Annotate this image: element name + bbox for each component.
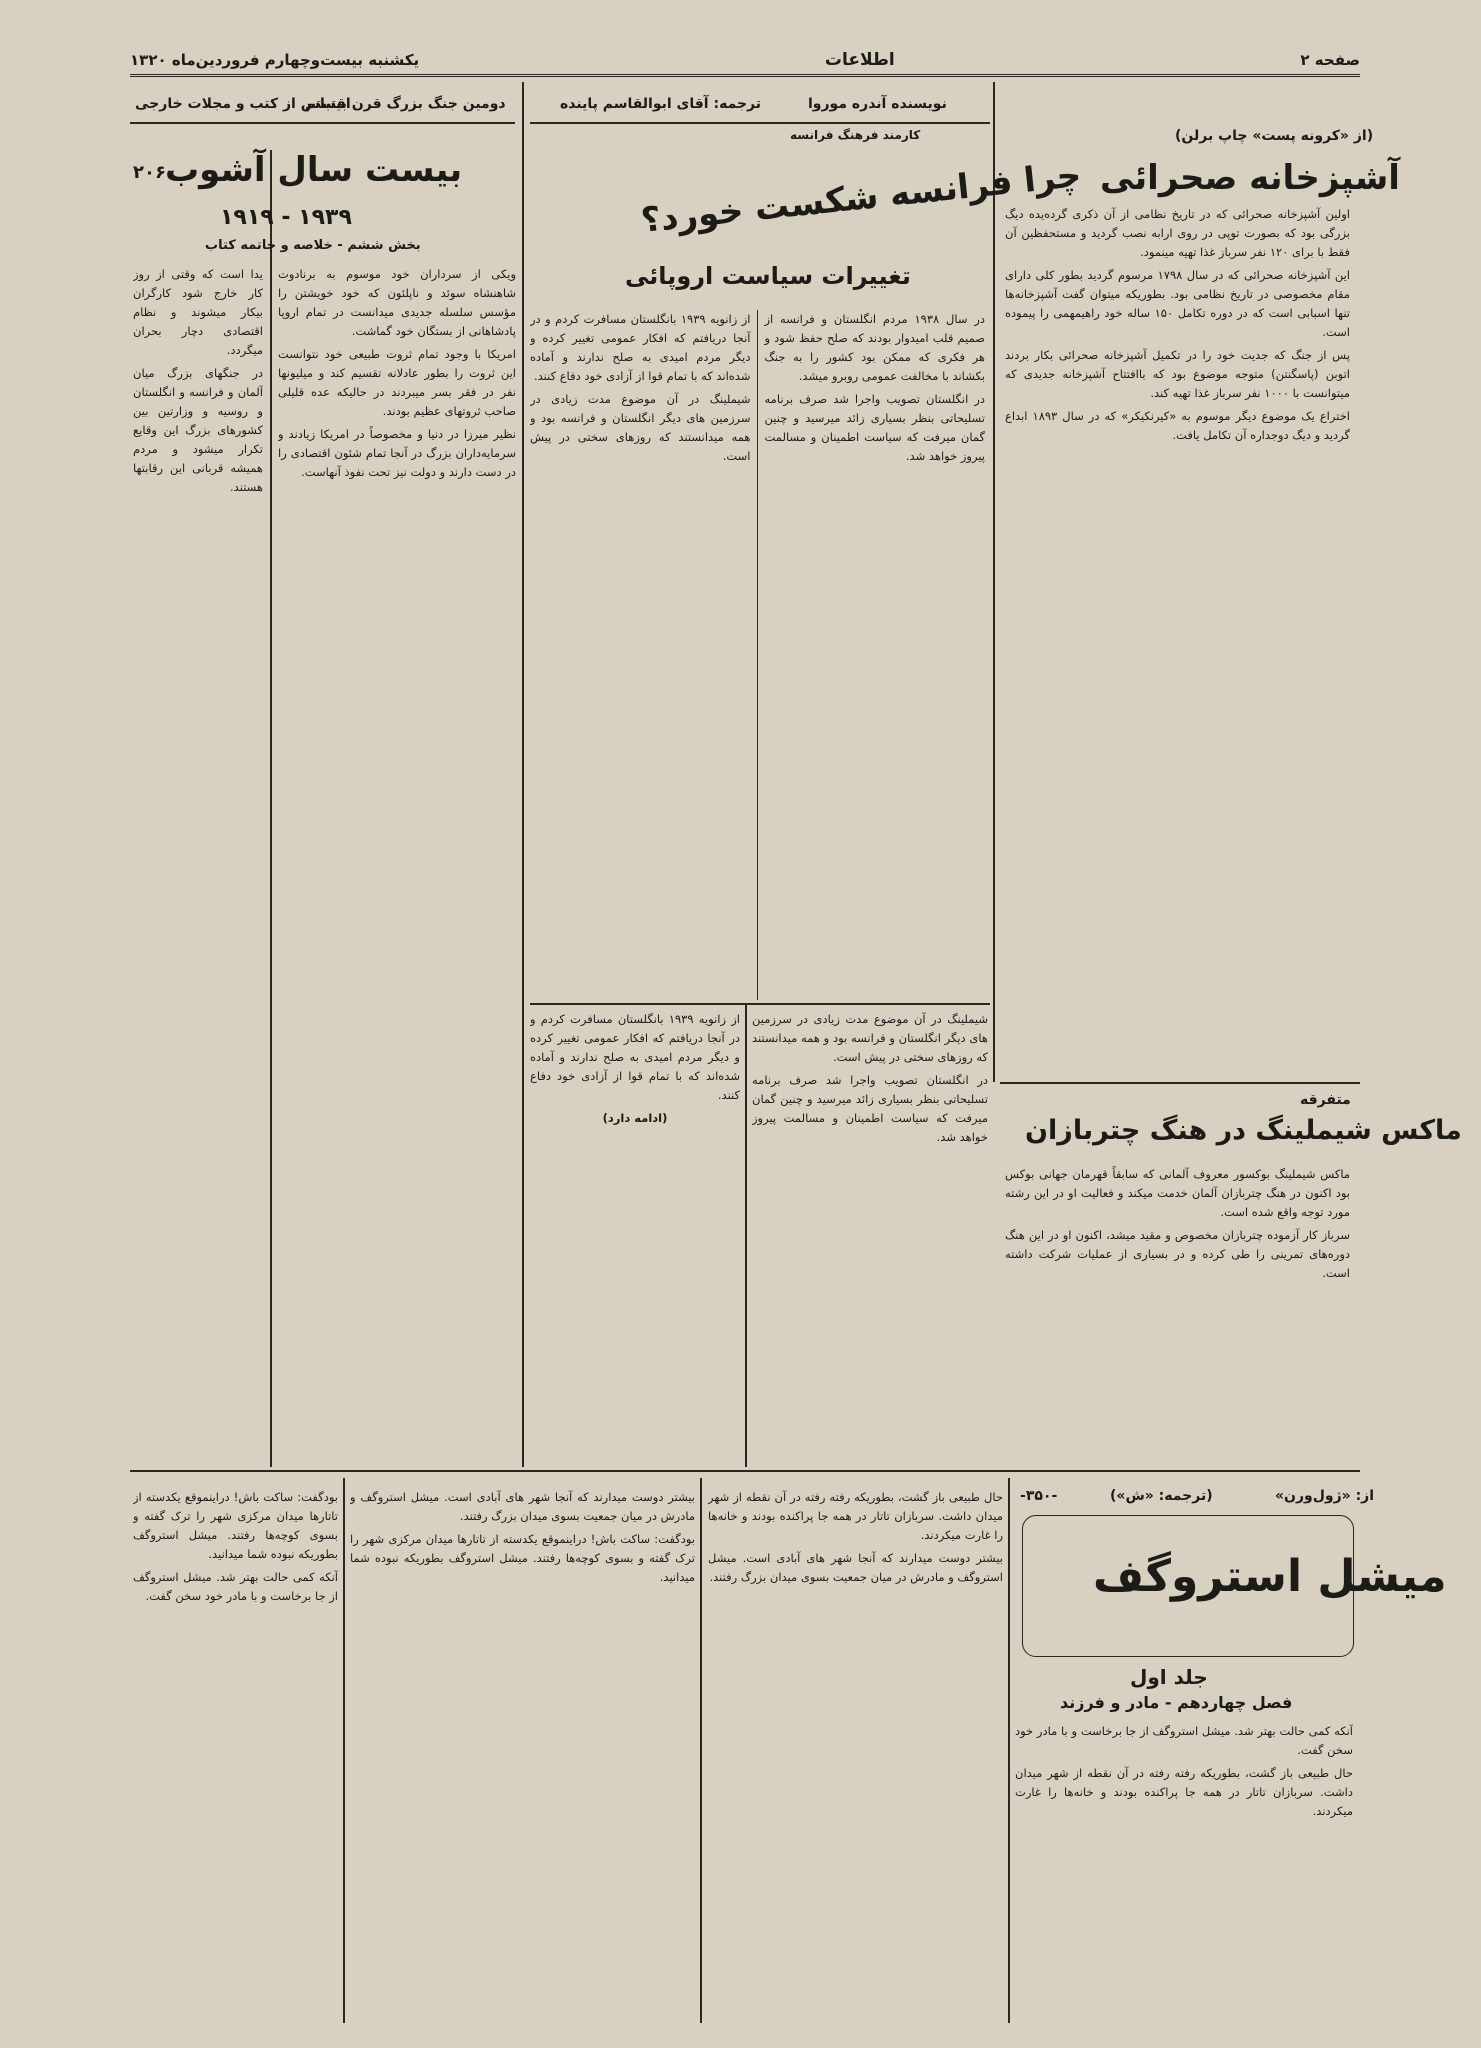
novel-chapter: فصل چهاردهم - مادر و فرزند bbox=[1060, 1693, 1293, 1712]
novel-paragraph: بیشتر دوست میدارند که آنجا شهر های آبادی است. میشل استروگف و مادرش در میان جمعیت بسوی میدان بزرگ رفتند. bbox=[708, 1551, 1003, 1584]
france-translator: ترجمه: آقای ابوالقاسم پاینده bbox=[560, 96, 762, 112]
ww-paragraph: یدا است که وقتی از روز کار خارج شود کارگران بیکار میشوند و نظام اقتصادی دچار بحران میگردد. bbox=[133, 267, 263, 357]
france-paragraph: شیملینگ در آن موضوع مدت زیادی در سرزمین های دیگر انگلستان و فرانسه بود و همه میدانستند که روزهای سختی در پیش است. bbox=[530, 392, 751, 463]
ww-body-col2 bbox=[133, 265, 263, 1460]
kitchen-paragraph: این آشپزخانه صحرائی که در سال ۱۷۹۸ مرسوم گردید بطور کلی دارای مقام مخصوصی در تاریخ نظامی بود. بطوریکه میتوان گفت آشپزخانه‌ها تنها اسبابی است که در دوره تکامل ۱۵۰ ساله خود راهیمهمی را پیموده است. bbox=[1005, 268, 1350, 339]
kitchen-title: آشپزخانه صحرائی bbox=[1100, 158, 1400, 198]
misc-label: متفرقه bbox=[1300, 1092, 1351, 1108]
ww-section: بخش ششم - خلاصه و خاتمه کتاب bbox=[205, 238, 421, 253]
ww-series: دومین جنگ بزرگ قرن بیستم bbox=[305, 96, 506, 112]
france-paragraph: در انگلستان تصویب واجرا شد صرف برنامه تسلیحاتی بنظر بسیاری زائد میرسید و چنین گمان میرفت که سیاست اطمینان و مسالمت پیروز خواهد شد. bbox=[764, 392, 985, 463]
masthead bbox=[130, 46, 1360, 77]
newspaper-name: اطلاعات bbox=[824, 50, 895, 70]
ww-number: ۲۰۶ bbox=[133, 162, 166, 183]
novel-paragraph: بودگفت: ساکت باش! دراینموقع یکدسته از تاتارها میدان مرکزی شهر را ترک گفته و بسوی کوچه‌ها رفتند. میشل استروگف بطوریکه نبوده شما میدانید. bbox=[350, 1532, 695, 1584]
france-footer: (ادامه دارد) bbox=[602, 1111, 668, 1125]
france-body bbox=[530, 310, 985, 1000]
misc-title: ماکس شیملینگ در هنگ چتربازان bbox=[1025, 1115, 1462, 1146]
france-subtitle: کارمند فرهنگ فرانسه bbox=[790, 128, 921, 142]
france-paragraph: در سال ۱۹۳۸ مردم انگلستان و فرانسه از صمیم قلب امیدوار بودند که صلح حفظ شود و هر فکری که ممکن بود کشور را به جنگ بکشاند با مخالفت عمومی روبرو میشد. bbox=[764, 312, 985, 383]
novel-body-col4 bbox=[133, 1488, 338, 2018]
france-continued bbox=[530, 1010, 740, 1460]
kitchen-paragraph: اختراع یک موضوع دیگر موسوم به «کیرنکیکر» که در سال ۱۸۹۳ ابداع گردید و دیگ دوجداره آن تکامل یافت. bbox=[1005, 409, 1350, 442]
misc-paragraph: ماکس شیملینگ بوکسور معروف آلمانی که سابقاً قهرمان جهانی بوکس بود اکنون در هنگ چتربازان آلمان خدمت میکند و فعالیت او در این رشته مورد توجه واقع شده است. bbox=[1005, 1167, 1350, 1219]
novel-paragraph: حال طبیعی باز گشت، بطوریکه رفته رفته در آن نقطه از شهر میدان داشت. سربازان تاتار در همه جا پراکنده بودند و خانه‌ها را غارت میکردند. bbox=[708, 1490, 1003, 1542]
ww-paragraph: امریکا با وجود تمام ثروت طبیعی خود نتوانست این ثروت را بطور عادلانه تقسیم کند و میلیونها نفر در فقر بسر میبردند در حالیکه عده قلیلی صاحب ثروتهای عظیم بودند. bbox=[278, 347, 516, 418]
ww-paragraph: در جنگهای بزرگ میان آلمان و فرانسه و انگلستان و روسیه و وزارتین بین کشورهای بزرگ این وقایع تکرار میشود و مردم همیشه قربانی این رقابتها هستند. bbox=[133, 366, 263, 494]
novel-volume: جلد اول bbox=[1130, 1665, 1208, 1689]
kitchen-paragraph: پس از جنگ که جدیت خود را در تکمیل آشپزخانه صحرائی بکار بردند اتوبن (پاسگنتن) متوجه موضوع بود که باافتتاح آشپزخانه جدیدی که میتوانست با ۱۰۰۰ نفر سرباز غذا تهیه کند. bbox=[1005, 348, 1350, 400]
france-paragraph: شیملینگ در آن موضوع مدت زیادی در سرزمین های دیگر انگلستان و فرانسه بود و همه میدانستند که روزهای سختی در پیش است. bbox=[752, 1012, 988, 1064]
france-paragraph: از زانویه ۱۹۳۹ بانگلستان مسافرت کردم و در آنجا دریافتم که افکار عمومی تغییر کرده و دیگر مردم امیدی به صلح ندارند و آماده شده‌اند که با تمام قوا از آزادی خود دفاع کنند. bbox=[530, 312, 751, 383]
ww-title: بیست سال آشوب bbox=[165, 150, 463, 190]
france-paragraph: در انگلستان تصویب واجرا شد صرف برنامه تسلیحاتی بنظر بسیاری زائد میرسید و چنین گمان میرفت که سیاست اطمینان و مسالمت پیروز خواهد شد. bbox=[752, 1073, 988, 1144]
misc-body bbox=[1005, 1165, 1350, 1463]
novel-body-col3 bbox=[350, 1488, 695, 2018]
france-author: نویسنده آندره موروا bbox=[808, 96, 947, 112]
ww-paragraph: نظیر میرزا در دنیا و مخصوصاً در امریکا زیادند و سرمایه‌داران بزرگ در آنجا تمام شئون اقتصادی را در دست دارند و دولت نیز تحت نفوذ آنهاست. bbox=[278, 427, 516, 479]
novel-paragraph: بیشتر دوست میدارند که آنجا شهر های آبادی است. میشل استروگف و مادرش در میان جمعیت بسوی میدان بزرگ رفتند. bbox=[350, 1490, 695, 1523]
ww-source: اقتباس از کتب و مجلات خارجی bbox=[135, 96, 351, 112]
kitchen-source: (از «کرونه پست» چاپ برلن) bbox=[1175, 128, 1374, 144]
france-paragraph: از زانویه ۱۹۳۹ بانگلستان مسافرت کردم و در آنجا دریافتم که افکار عمومی تغییر کرده و دیگر مردم امیدی به صلح ندارند و آماده شده‌اند که با تمام قوا از آزادی خود دفاع کنند. bbox=[530, 1012, 740, 1102]
ww-paragraph: ویکی از سرداران خود موسوم به برنادوت شاهنشاه سوئد و ناپلئون که خود خویشتن را مؤسس سلسله جدیدی میدانست در تمام اروپا پادشاهانی از بستگان خود گماشت. bbox=[278, 267, 516, 338]
novel-paragraph: حال طبیعی باز گشت، بطوریکه رفته رفته در آن نقطه از شهر میدان داشت. سربازان تاتار در همه جا پراکنده بودند و خانه‌ها را غارت میکردند. bbox=[1015, 1766, 1353, 1818]
france-title: چرا فرانسه شکست خورد؟ bbox=[639, 154, 1084, 242]
novel-body-col1 bbox=[1015, 1722, 1353, 2022]
novel-paragraph: آنکه کمی حالت بهتر شد. میشل استروگف از جا برخاست و با مادر خود سخن گفت. bbox=[1015, 1724, 1353, 1757]
misc-paragraph: سرباز کار آزموده چتربازان مخصوص و مقید میشد، اکنون او در این هنگ دوره‌های تمرینی را طی کرده و در بسیاری از عملیات شرکت داشته است. bbox=[1005, 1228, 1350, 1280]
france-subtitle2: تغییرات سیاست اروپائی bbox=[625, 262, 911, 290]
kitchen-body bbox=[1005, 205, 1350, 1075]
novel-number: -۳۵۰- bbox=[1020, 1488, 1058, 1504]
novel-translator: (ترجمه: «ش») bbox=[1110, 1488, 1213, 1504]
novel-body-col2 bbox=[708, 1488, 1003, 2018]
kitchen-paragraph: اولین آشپزخانه صحرائی که در تاریخ نظامی از آن ذکری گرده‌یده دیگ بزرگی بود که بصورت توپی در روی ارابه نصب گردید و مستحفظین آن فقط با برای ۱۲۰ نفر سرباز غذا تهیه مینمود. bbox=[1005, 207, 1350, 259]
ww-years: ۱۹۳۹ - ۱۹۱۹ bbox=[220, 205, 352, 230]
france-continued-2 bbox=[752, 1010, 988, 1460]
novel-from: از: «ژول‌ورن» bbox=[1275, 1488, 1375, 1504]
page-number: صفحه ۲ bbox=[1300, 51, 1360, 69]
issue-date: یکشنبه بیست‌وچهارم فروردین‌ماه ۱۳۲۰ bbox=[130, 51, 420, 69]
novel-title: میشل استروگف bbox=[1093, 1551, 1447, 1602]
novel-paragraph: بودگفت: ساکت باش! دراینموقع یکدسته از تاتارها میدان مرکزی شهر را ترک گفته و بسوی کوچه‌ها رفتند. میشل استروگف بطوریکه نبوده شما میدانید. bbox=[133, 1490, 338, 1561]
novel-title-box bbox=[1022, 1515, 1447, 1657]
novel-paragraph: آنکه کمی حالت بهتر شد. میشل استروگف از جا برخاست و با مادر خود سخن گفت. bbox=[133, 1570, 338, 1603]
ww-body-col1 bbox=[278, 265, 516, 1460]
